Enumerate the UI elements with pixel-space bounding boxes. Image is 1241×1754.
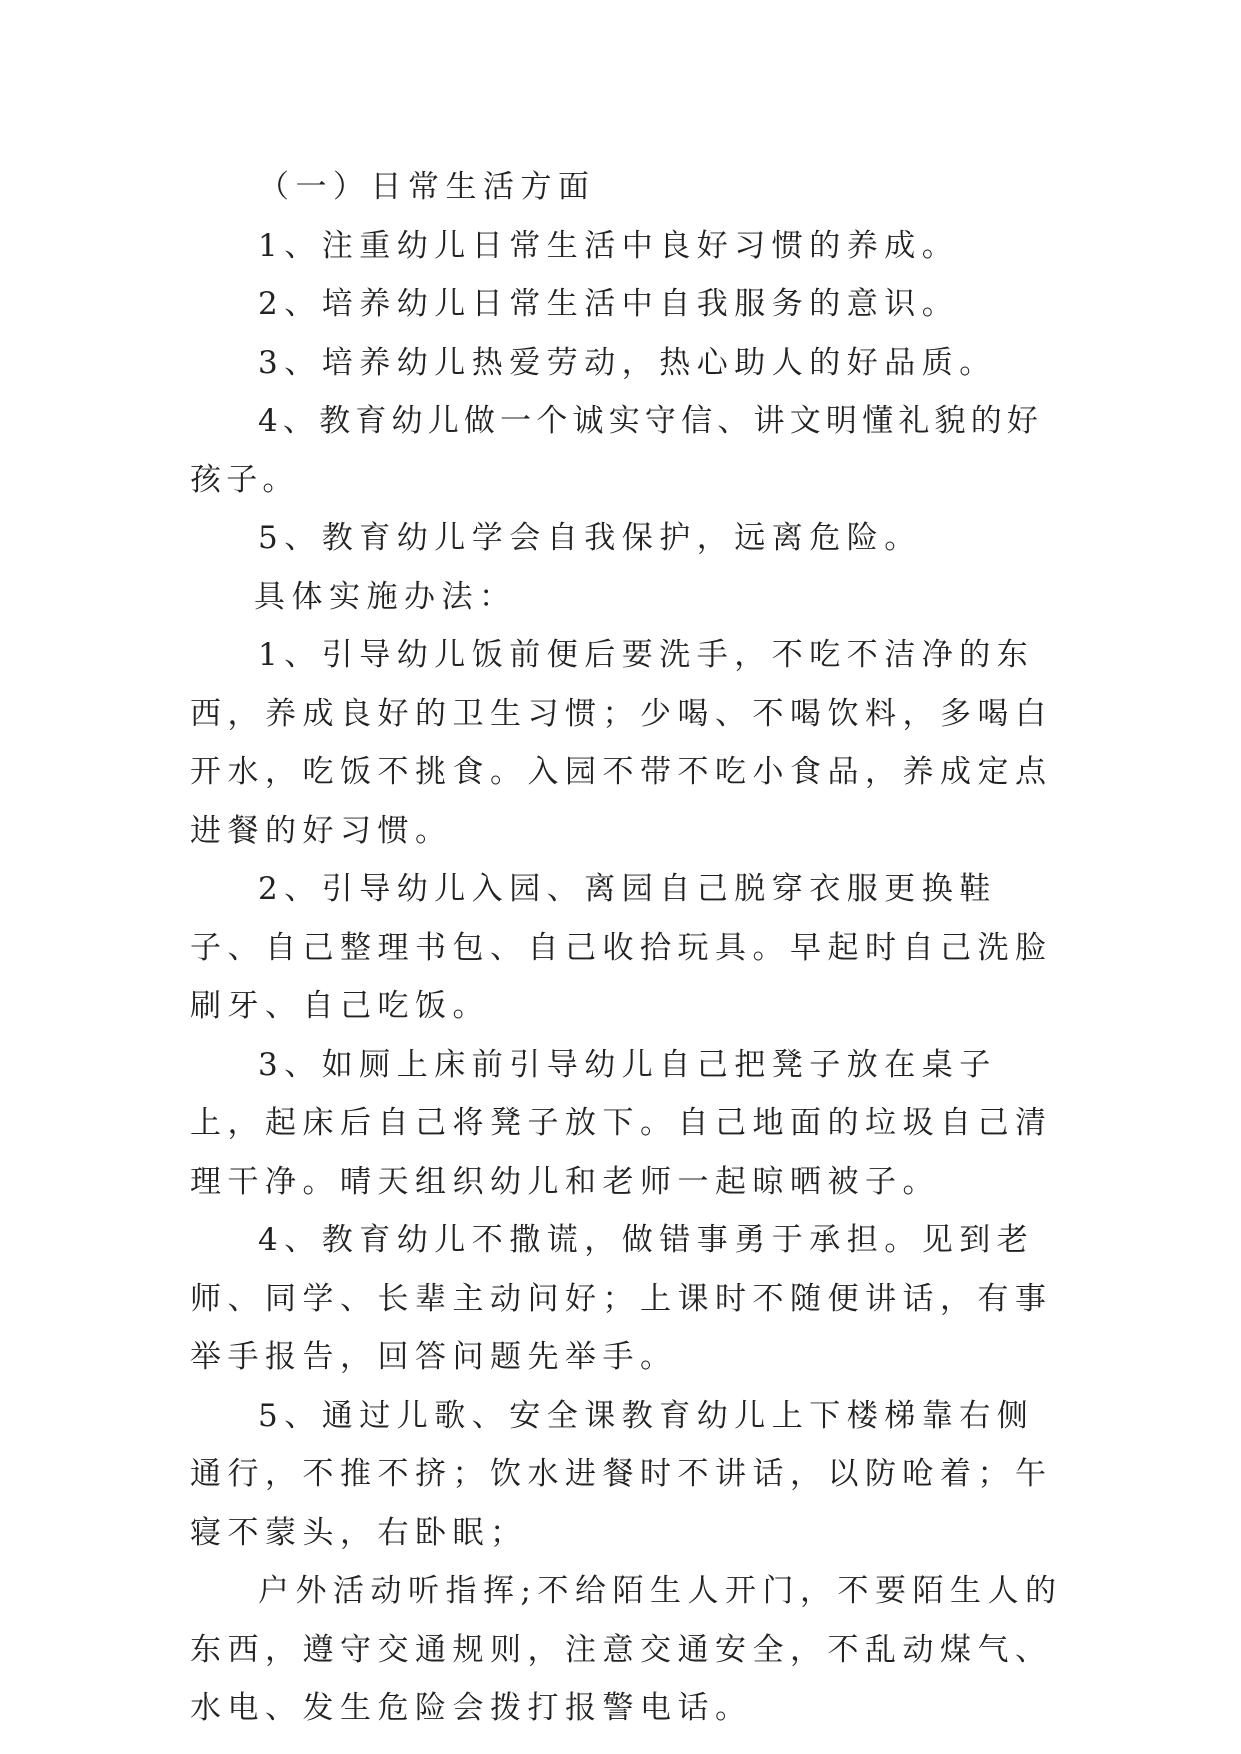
goal-item-2: 2、培养幼儿日常生活中自我服务的意识。 [258, 286, 960, 322]
method-item-1: 1、引导幼儿饭前便后要洗手，不吃不洁净的东西，养成良好的卫生习惯；少喝、不喝饮料，多喝白开水，吃饭不挑食。入园不带不吃小食品，养成定点进餐的好习惯。 [190, 637, 1053, 849]
goal-item-3: 3、培养幼儿热爱劳动，热心助人的好品质。 [258, 344, 997, 381]
document-body [190, 158, 1070, 1738]
method-item-4: 4、教育幼儿不撒谎，做错事勇于承担。见到老师、同学、长辈主动问好；上课时不随便讲话，有事举手报告，回答问题先举手。 [190, 1222, 1053, 1375]
goal-item-5: 5、教育幼儿学会自我保护，远离危险。 [258, 520, 922, 556]
section-heading: （一）日常生活方面 [258, 169, 596, 205]
method-item-6: 户外活动听指挥;不给陌生人开门，不要陌生人的东西，遵守交通规则，注意交通安全，不乱动煤气、水电、发生危险会拨打报警电话。 [190, 1573, 1063, 1726]
method-item-5: 5、通过儿歌、安全课教育幼儿上下楼梯靠右侧通行，不推不挤；饮水进餐时不讲话，以防呛着；午寝不蒙头，右卧眠； [190, 1397, 1053, 1551]
methods-heading: 具体实施办法： [254, 578, 517, 615]
method-item-2: 2、引导幼儿入园、离园自己脱穿衣服更换鞋子、自己整理书包、自己收拾玩具。早起时自己洗脸刷牙、自己吃饭。 [190, 871, 1053, 1024]
method-item-3: 3、如厕上床前引导幼儿自己把凳子放在桌子上，起床后自己将凳子放下。自己地面的垃圾自己清理干净。晴天组织幼儿和老师一起晾晒被子。 [190, 1046, 1053, 1200]
goal-item-4: 4、教育幼儿做一个诚实守信、讲文明懂礼貌的好孩子。 [190, 403, 1044, 498]
goal-item-1: 1、注重幼儿日常生活中良好习惯的养成。 [258, 227, 960, 264]
